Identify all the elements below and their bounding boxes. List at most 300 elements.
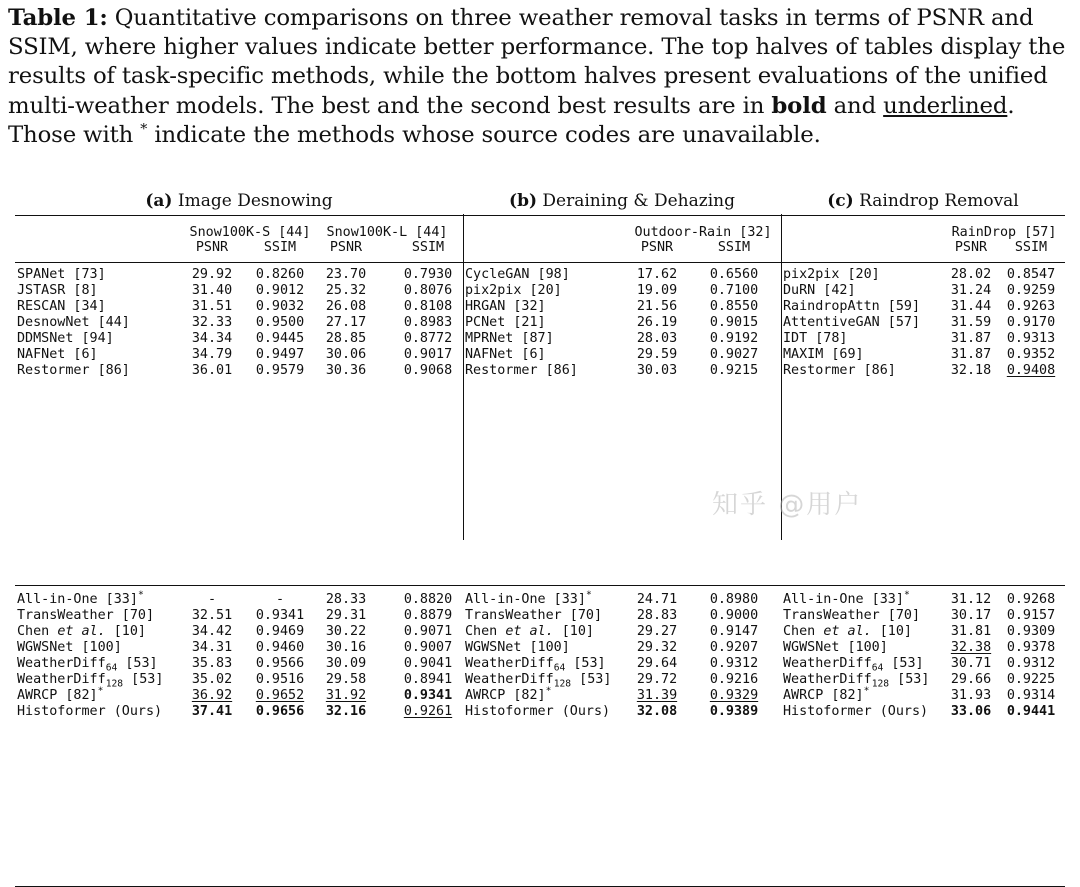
- value-text: 36.92: [191, 688, 233, 703]
- value-text: 26.19: [636, 315, 678, 330]
- value-text: 35.83: [191, 656, 233, 671]
- caption-bold-word: bold: [771, 92, 827, 119]
- table-row-method: [783, 624, 941, 640]
- table-row-method: [465, 685, 631, 704]
- table-cell-value: [183, 640, 241, 656]
- table-cell-value: [628, 363, 686, 379]
- method-name: WeatherDiff: [465, 672, 554, 687]
- table-row-method: [465, 315, 631, 331]
- table-cell-value: [943, 267, 999, 283]
- table-cell-value: [393, 656, 463, 672]
- value-text: 0.9500: [255, 315, 305, 330]
- table-row-method: [17, 589, 183, 608]
- method-name: TransWeather [70]: [17, 608, 155, 623]
- table-cell-value: [628, 331, 686, 347]
- table-row-method: [783, 608, 941, 624]
- table-cell-value: [999, 640, 1063, 656]
- table-cell-value: [245, 592, 315, 608]
- table-cell-value: [317, 704, 375, 720]
- method-subscript: 64: [553, 662, 566, 674]
- value-text: 0.9170: [1006, 315, 1056, 330]
- table-row-method: [465, 624, 631, 640]
- table-cell-value: [943, 347, 999, 363]
- table-cell-value: [393, 704, 463, 720]
- top-rule: [15, 215, 463, 216]
- table-cell-value: [695, 299, 773, 315]
- table-cell-value: [317, 315, 375, 331]
- value-text: 29.32: [636, 640, 678, 655]
- table-cell-value: [317, 672, 375, 688]
- value-text: 34.34: [191, 331, 233, 346]
- value-text: 29.92: [191, 267, 233, 282]
- method-reference: [10]: [105, 624, 146, 639]
- table-cell-value: [393, 688, 463, 704]
- value-text: 0.9566: [255, 656, 305, 671]
- value-text: 35.02: [191, 672, 233, 687]
- value-text: 0.9259: [1006, 283, 1056, 298]
- method-reference: [53]: [883, 656, 924, 671]
- table-cell-value: [695, 624, 773, 640]
- value-text: 28.83: [636, 608, 678, 623]
- value-text: 32.51: [191, 608, 233, 623]
- value-text: 31.87: [950, 331, 992, 346]
- table-cell-value: [943, 640, 999, 656]
- value-text: 0.9215: [709, 363, 759, 378]
- method-name: All-in-One [33]: [783, 592, 904, 607]
- method-name: PCNet [21]: [465, 315, 546, 330]
- table-cell-value: [999, 704, 1063, 720]
- table-row-method: [17, 283, 183, 299]
- value-text: 29.64: [636, 656, 678, 671]
- value-text: 0.9312: [709, 656, 759, 671]
- table-cell-value: [943, 363, 999, 379]
- metric-header: SSIM: [717, 240, 751, 255]
- value-text: 0.8772: [403, 331, 453, 346]
- table-cell-value: [943, 592, 999, 608]
- table-cell-value: [628, 347, 686, 363]
- value-text: 31.44: [950, 299, 992, 314]
- table-row-method: [465, 267, 631, 283]
- value-text: -: [275, 592, 285, 607]
- top-rule: [463, 215, 781, 216]
- table-row-method: [783, 315, 941, 331]
- table-cell-value: [317, 688, 375, 704]
- method-name: WeatherDiff: [783, 656, 872, 671]
- value-text: 0.9656: [255, 704, 305, 719]
- value-text: 30.03: [636, 363, 678, 378]
- table-cell-value: [317, 299, 375, 315]
- table-row-method: [17, 347, 183, 363]
- table-cell-value: [628, 656, 686, 672]
- method-name: Histoformer (Ours): [783, 704, 929, 719]
- table-row-method: [783, 640, 941, 656]
- value-text: 0.9579: [255, 363, 305, 378]
- value-text: 37.41: [191, 704, 233, 719]
- method-name: pix2pix [20]: [783, 267, 880, 282]
- table-cell-value: [317, 283, 375, 299]
- method-name: Restormer [86]: [465, 363, 578, 378]
- caption-lead: Table 1:: [8, 5, 108, 31]
- table-cell-value: [245, 267, 315, 283]
- table-cell-value: [183, 608, 241, 624]
- table-cell-value: [393, 592, 463, 608]
- table-cell-value: [183, 704, 241, 720]
- table-title-text: Raindrop Removal: [859, 191, 1019, 211]
- table-row-method: [783, 347, 941, 363]
- table-cell-value: [183, 315, 241, 331]
- table-cell-value: [183, 688, 241, 704]
- method-reference: [53]: [571, 672, 612, 687]
- metric-header: PSNR: [329, 240, 363, 255]
- table-label: (b): [509, 191, 538, 211]
- table-row-method: [17, 704, 183, 720]
- method-name: DesnowNet [44]: [17, 315, 130, 330]
- method-name: All-in-One [33]: [465, 592, 586, 607]
- table-row-method: [17, 267, 183, 283]
- table-row-method: [465, 331, 631, 347]
- value-text: 0.9192: [709, 331, 759, 346]
- table-caption: [8, 4, 1074, 150]
- table-row-method: [465, 608, 631, 624]
- value-text: 31.87: [950, 347, 992, 362]
- table-cell-value: [999, 283, 1063, 299]
- method-name: RESCAN [34]: [17, 299, 106, 314]
- group-rule: [463, 585, 781, 586]
- unavailable-code-star: *: [137, 589, 144, 601]
- table-row-method: [465, 640, 631, 656]
- table-separator-right: [781, 214, 782, 540]
- method-name: AttentiveGAN [57]: [783, 315, 921, 330]
- value-text: 30.71: [950, 656, 992, 671]
- value-text: 0.8879: [403, 608, 453, 623]
- value-text: 0.9041: [403, 656, 453, 671]
- method-subscript: 128: [553, 678, 572, 690]
- table-row-method: [783, 589, 941, 608]
- method-name: JSTASR [8]: [17, 283, 98, 298]
- table-cell-value: [628, 299, 686, 315]
- value-text: 34.42: [191, 624, 233, 639]
- method-subscript: 128: [871, 678, 890, 690]
- value-text: 32.08: [636, 704, 678, 719]
- value-text: 0.8820: [403, 592, 453, 607]
- table-cell-value: [695, 347, 773, 363]
- value-text: 0.9268: [1006, 592, 1056, 607]
- table-cell-value: [183, 283, 241, 299]
- table-cell-value: [245, 283, 315, 299]
- table-cell-value: [695, 283, 773, 299]
- value-text: 31.51: [191, 299, 233, 314]
- value-text: 0.9071: [403, 624, 453, 639]
- dataset-header: Outdoor-Rain [32]: [634, 225, 772, 240]
- table-raindrop-removal: [781, 190, 1065, 719]
- method-name: WeatherDiff: [465, 656, 554, 671]
- table-cell-value: [245, 704, 315, 720]
- value-text: 0.9341: [403, 688, 453, 703]
- value-text: 33.06: [950, 704, 992, 719]
- metric-header: PSNR: [954, 240, 988, 255]
- table-cell-value: [245, 347, 315, 363]
- table-cell-value: [999, 331, 1063, 347]
- table-cell-value: [317, 624, 375, 640]
- value-text: 28.33: [325, 592, 367, 607]
- method-name: WeatherDiff: [783, 672, 872, 687]
- value-text: 0.9216: [709, 672, 759, 687]
- value-text: 0.9017: [403, 347, 453, 362]
- value-text: 0.9068: [403, 363, 453, 378]
- method-name: DuRN [42]: [783, 283, 856, 298]
- method-italic: et al.: [823, 624, 872, 639]
- value-text: 0.9261: [403, 704, 453, 719]
- value-text: 0.9147: [709, 624, 759, 639]
- unavailable-code-star: *: [97, 685, 104, 697]
- group-rule: [15, 585, 463, 586]
- value-text: 30.16: [325, 640, 367, 655]
- table-cell-value: [183, 347, 241, 363]
- method-subscript: 64: [871, 662, 884, 674]
- table-separator-left: [463, 214, 464, 540]
- table-cell-value: [695, 608, 773, 624]
- value-text: 28.03: [636, 331, 678, 346]
- caption-text-1: Quantitative comparisons on three weather removal tasks in terms of PSNR and SSIM, where higher values indicate better performance. The top halves of tables display the results of task-specific methods, while the bottom halves present evaluations of the unified multi-weather models. The best and the second best results are in: [8, 5, 1066, 119]
- caption-text-4: indicate the methods whose source codes are unavailable.: [147, 121, 821, 148]
- table-cell-value: [393, 363, 463, 379]
- value-text: 29.27: [636, 624, 678, 639]
- unavailable-code-star: *: [863, 685, 870, 697]
- method-name: Chen: [17, 624, 58, 639]
- method-name: MPRNet [87]: [465, 331, 554, 346]
- value-text: 0.9312: [1006, 656, 1056, 671]
- table-cell-value: [183, 656, 241, 672]
- table-cell-value: [943, 688, 999, 704]
- dataset-header: Snow100K-L [44]: [326, 225, 448, 240]
- table-cell-value: [695, 363, 773, 379]
- value-text: 32.16: [325, 704, 367, 719]
- value-text: 30.09: [325, 656, 367, 671]
- table-cell-value: [999, 299, 1063, 315]
- value-text: 0.7930: [403, 267, 453, 282]
- metric-header: PSNR: [640, 240, 674, 255]
- table-row-method: [783, 299, 941, 315]
- value-text: 0.9652: [255, 688, 305, 703]
- method-reference: [10]: [871, 624, 912, 639]
- table-cell-value: [943, 315, 999, 331]
- method-subscript: 128: [105, 678, 124, 690]
- unavailable-code-star: *: [545, 685, 552, 697]
- table-label: (c): [827, 191, 854, 211]
- table-row-method: [783, 331, 941, 347]
- value-text: 29.59: [636, 347, 678, 362]
- value-text: 36.01: [191, 363, 233, 378]
- value-text: 31.39: [636, 688, 678, 703]
- method-name: Chen: [783, 624, 824, 639]
- table-title-text: Deraining & Dehazing: [542, 191, 735, 211]
- caption-text-2: and: [826, 92, 884, 119]
- method-name: All-in-One [33]: [17, 592, 138, 607]
- value-text: 0.9445: [255, 331, 305, 346]
- value-text: 31.59: [950, 315, 992, 330]
- value-text: 0.9469: [255, 624, 305, 639]
- table-row-method: [783, 363, 941, 379]
- table-cell-value: [999, 672, 1063, 688]
- table-cell-value: [317, 347, 375, 363]
- table-cell-value: [317, 331, 375, 347]
- table-cell-value: [695, 331, 773, 347]
- table-row-method: [465, 299, 631, 315]
- value-text: 34.31: [191, 640, 233, 655]
- method-name: AWRCP [82]: [783, 688, 864, 703]
- value-text: 0.9352: [1006, 347, 1056, 362]
- method-name: TransWeather [70]: [783, 608, 921, 623]
- table-cell-value: [183, 672, 241, 688]
- table-row-method: [465, 656, 631, 672]
- method-name: RaindropAttn [59]: [783, 299, 921, 314]
- table-cell-value: [245, 299, 315, 315]
- table-cell-value: [999, 267, 1063, 283]
- value-text: -: [207, 592, 217, 607]
- value-text: 0.9207: [709, 640, 759, 655]
- table-cell-value: [628, 624, 686, 640]
- table-cell-value: [393, 608, 463, 624]
- value-text: 32.38: [950, 640, 992, 655]
- value-text: 0.9032: [255, 299, 305, 314]
- table-cell-value: [695, 656, 773, 672]
- value-text: 0.8076: [403, 283, 453, 298]
- table-row-method: [783, 656, 941, 672]
- method-name: SPANet [73]: [17, 267, 106, 282]
- table-row-method: [17, 363, 183, 379]
- caption-star: *: [140, 121, 148, 138]
- value-text: 0.8547: [1006, 267, 1056, 282]
- table-cell-value: [317, 363, 375, 379]
- metric-header: SSIM: [1014, 240, 1048, 255]
- group-rule: [781, 585, 1065, 586]
- value-text: 17.62: [636, 267, 678, 282]
- value-text: 30.36: [325, 363, 367, 378]
- table-cell-value: [245, 608, 315, 624]
- table-cell-value: [393, 267, 463, 283]
- table-cell-value: [999, 656, 1063, 672]
- method-name: Restormer [86]: [17, 363, 130, 378]
- table-cell-value: [245, 672, 315, 688]
- table-row-method: [17, 685, 183, 704]
- table-cell-value: [245, 688, 315, 704]
- value-text: 31.40: [191, 283, 233, 298]
- table-cell-value: [943, 283, 999, 299]
- method-name: HRGAN [32]: [465, 299, 546, 314]
- table-cell-value: [999, 608, 1063, 624]
- table-cell-value: [628, 672, 686, 688]
- table-row-method: [465, 704, 631, 720]
- method-name: Histoformer (Ours): [17, 704, 163, 719]
- value-text: 24.71: [636, 592, 678, 607]
- table-row-method: [17, 640, 183, 656]
- value-text: 0.9007: [403, 640, 453, 655]
- table-cell-value: [317, 267, 375, 283]
- method-reference: [53]: [117, 656, 158, 671]
- table-cell-value: [183, 363, 241, 379]
- table-row-method: [783, 685, 941, 704]
- header-rule: [463, 262, 781, 263]
- method-name: WeatherDiff: [17, 656, 106, 671]
- table-cell-value: [245, 624, 315, 640]
- value-text: 23.70: [325, 267, 367, 282]
- table-cell-value: [628, 315, 686, 331]
- table-cell-value: [317, 656, 375, 672]
- table-cell-value: [695, 267, 773, 283]
- table-cell-value: [943, 299, 999, 315]
- table-label: (a): [145, 191, 173, 211]
- value-text: 30.22: [325, 624, 367, 639]
- table-cell-value: [317, 640, 375, 656]
- table-title: [15, 190, 463, 212]
- value-text: 0.8260: [255, 267, 305, 282]
- value-text: 0.8983: [403, 315, 453, 330]
- table-row-method: [17, 315, 183, 331]
- top-rule: [781, 215, 1065, 216]
- value-text: 0.9000: [709, 608, 759, 623]
- value-text: 0.8108: [403, 299, 453, 314]
- table-cell-value: [628, 688, 686, 704]
- value-text: 0.9441: [1006, 704, 1056, 719]
- value-text: 0.9027: [709, 347, 759, 362]
- table-cell-value: [628, 592, 686, 608]
- table-row-method: [465, 347, 631, 363]
- table-cell-value: [628, 704, 686, 720]
- value-text: 29.66: [950, 672, 992, 687]
- caption-underline-word: underlined: [883, 92, 1008, 119]
- method-name: DDMSNet [94]: [17, 331, 114, 346]
- table-row-method: [17, 608, 183, 624]
- table-cell-value: [695, 592, 773, 608]
- table-row-method: [17, 331, 183, 347]
- method-name: pix2pix [20]: [465, 283, 562, 298]
- table-cell-value: [183, 624, 241, 640]
- table-cell-value: [393, 347, 463, 363]
- value-text: 0.8550: [709, 299, 759, 314]
- method-italic: et al.: [505, 624, 554, 639]
- method-name: IDT [78]: [783, 331, 848, 346]
- value-text: 0.9408: [1006, 363, 1056, 378]
- value-text: 21.56: [636, 299, 678, 314]
- value-text: 0.9497: [255, 347, 305, 362]
- table-cell-value: [393, 672, 463, 688]
- method-name: AWRCP [82]: [17, 688, 98, 703]
- table-row-method: [17, 656, 183, 672]
- value-text: 0.9012: [255, 283, 305, 298]
- value-text: 19.09: [636, 283, 678, 298]
- value-text: 29.58: [325, 672, 367, 687]
- table-row-method: [783, 267, 941, 283]
- method-name: Histoformer (Ours): [465, 704, 611, 719]
- table-cell-value: [183, 267, 241, 283]
- value-text: 32.18: [950, 363, 992, 378]
- method-reference: [53]: [889, 672, 930, 687]
- method-name: CycleGAN [98]: [465, 267, 570, 282]
- table-cell-value: [183, 331, 241, 347]
- table-cell-value: [393, 315, 463, 331]
- value-text: 28.02: [950, 267, 992, 282]
- table-cell-value: [999, 315, 1063, 331]
- table-cell-value: [183, 592, 241, 608]
- value-text: 31.24: [950, 283, 992, 298]
- table-cell-value: [628, 283, 686, 299]
- method-name: WGWSNet [100]: [17, 640, 122, 655]
- method-name: NAFNet [6]: [17, 347, 98, 362]
- value-text: 29.72: [636, 672, 678, 687]
- table-cell-value: [695, 672, 773, 688]
- method-name: WeatherDiff: [17, 672, 106, 687]
- table-row-method: [17, 299, 183, 315]
